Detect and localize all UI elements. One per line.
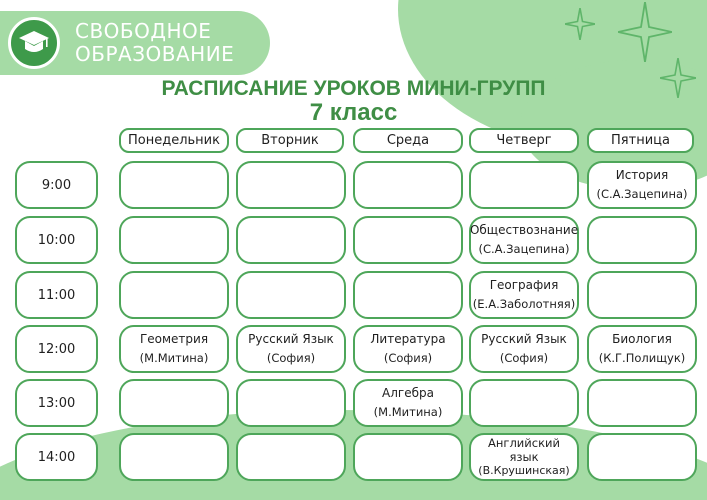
lesson-cell (353, 271, 463, 319)
lesson-cell (119, 271, 229, 319)
time-slot: 13:00 (15, 379, 98, 427)
lesson-teacher: (В.Крушинская) (478, 464, 570, 477)
lesson-cell (469, 433, 579, 481)
lesson-subject: Геометрия (139, 332, 209, 346)
page-title: РАСПИСАНИЕ УРОКОВ МИНИ-ГРУПП (161, 77, 546, 100)
time-slot: 10:00 (15, 216, 98, 264)
lesson-cell (587, 271, 697, 319)
lesson-teacher: (М.Митина) (139, 351, 209, 365)
lesson-cell (236, 216, 346, 264)
lesson-cell (236, 433, 346, 481)
lesson-cell (236, 379, 346, 427)
day-header: Среда (353, 128, 463, 153)
page-subtitle: 7 класс (309, 99, 398, 126)
lesson-cell (353, 325, 463, 373)
lesson-cell (119, 433, 229, 481)
graduation-cap-icon (18, 29, 50, 57)
lesson-teacher: (С.А.Зацепина) (596, 187, 688, 201)
lesson-subject: Алгебра (382, 386, 434, 400)
lesson-teacher: (Е.А.Заболотняя) (472, 297, 576, 311)
lesson-cell (236, 325, 346, 373)
lesson-cell (119, 325, 229, 373)
time-slot: 9:00 (15, 161, 98, 209)
lesson-cell (587, 161, 697, 209)
lesson-cell (119, 161, 229, 209)
lesson-cell (236, 271, 346, 319)
lesson-cell (469, 161, 579, 209)
lesson-subject: Русский Язык (248, 332, 334, 346)
lesson-subject: Английский язык (488, 436, 560, 464)
lesson-cell (353, 161, 463, 209)
lesson-subject: История (615, 168, 669, 182)
lesson-teacher: (М.Митина) (373, 405, 443, 419)
lesson-cell (353, 379, 463, 427)
day-header: Вторник (236, 128, 344, 153)
lesson-cell (469, 216, 579, 264)
day-header: Пятница (587, 128, 694, 153)
day-header: Четверг (469, 128, 579, 153)
lesson-cell (587, 325, 697, 373)
lesson-cell (587, 379, 697, 427)
lesson-subject: Обществознание (469, 223, 579, 237)
brand-name-line-1: СВОБОДНОЕ (75, 19, 212, 43)
lesson-teacher: (С.А.Зацепина) (478, 242, 570, 256)
lesson-cell (469, 379, 579, 427)
lesson-cell (353, 433, 463, 481)
lesson-cell (587, 433, 697, 481)
lesson-cell (119, 379, 229, 427)
lesson-cell (469, 271, 579, 319)
lesson-cell (119, 216, 229, 264)
brand-name-line-2: ОБРАЗОВАНИЕ (75, 42, 235, 66)
lesson-cell (236, 161, 346, 209)
time-slot: 11:00 (15, 271, 98, 319)
lesson-subject: Русский Язык (481, 332, 567, 346)
lesson-teacher: (София) (266, 351, 316, 365)
lesson-subject: Биология (612, 332, 672, 346)
lesson-teacher: (София) (383, 351, 433, 365)
day-header: Понедельник (119, 128, 229, 153)
time-slot: 14:00 (15, 433, 98, 481)
lesson-teacher: (София) (499, 351, 549, 365)
lesson-cell (587, 216, 697, 264)
time-slot: 12:00 (15, 325, 98, 373)
lesson-teacher: (К.Г.Полищук) (598, 351, 686, 365)
sparkle-icon (565, 8, 595, 40)
sparkle-icon (618, 2, 672, 62)
lesson-cell (469, 325, 579, 373)
lesson-subject: Литература (370, 332, 446, 346)
lesson-subject: География (489, 278, 559, 292)
logo (8, 17, 60, 69)
lesson-cell (353, 216, 463, 264)
